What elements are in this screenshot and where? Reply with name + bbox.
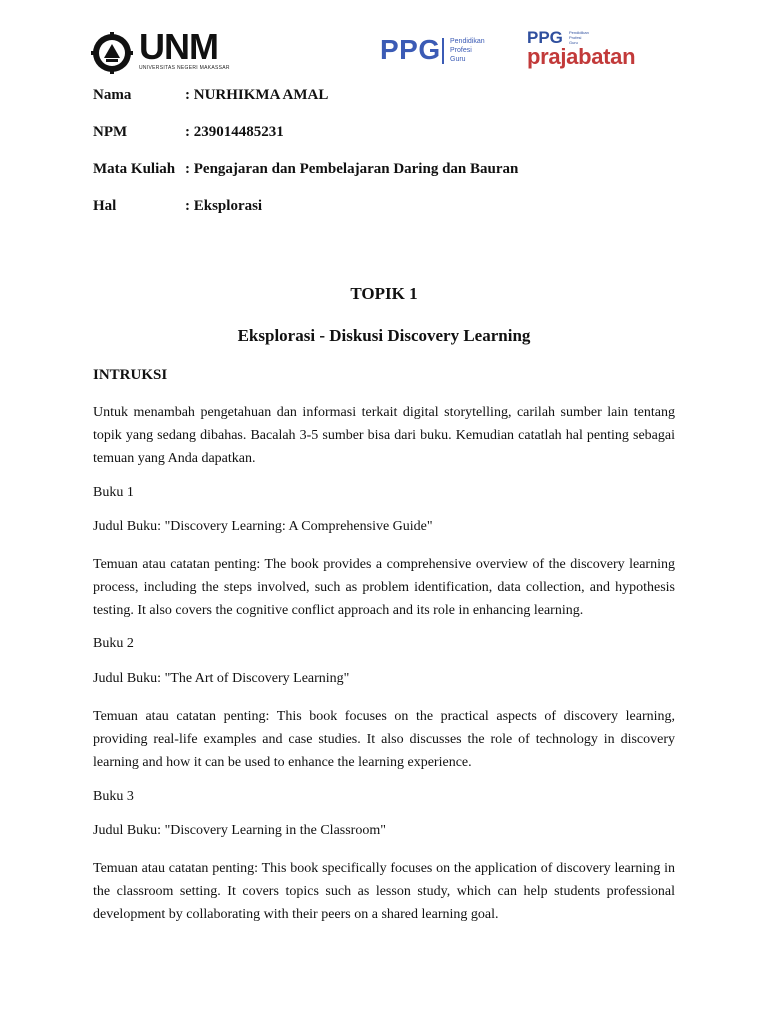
ppg-logo [380,34,500,70]
instruction-heading: INTRUKSI [93,367,168,383]
book-notes: Temuan atau catatan penting: This book focuses on the practical aspects of discovery learning, providing real-life examples and case studies. It also discusses the role of technology in discovery learning and how it can be used to enhance the learning experience. [93,709,675,770]
book-label: Buku 3 [93,789,134,804]
ppg-prajabatan-tiny: Pendidikan Profesi Guru [569,30,589,45]
identity-value: : Eksplorasi [185,198,263,214]
ppg-logo-divider [442,38,444,64]
instruction-paragraph: Untuk menambah pengetahuan dan informasi terkait digital storytelling, carilah sumber lain tentang topik yang sedang dibahas. Bacalah 3-5 sumber bisa dari buku. Kemudian catatlah hal penting sebagai temuan yang Anda dapatkan. [93,405,675,466]
book-title: Judul Buku: "Discovery Learning: A Comprehensive Guide" [93,519,433,534]
ppg-prajabatan-text: prajabatan [527,44,636,69]
identity-label: Nama [93,87,132,103]
ppg-prajabatan-top: PPG [527,28,563,47]
topic-heading: TOPIK 1 [350,284,418,303]
book-title: Judul Buku: "The Art of Discovery Learning" [93,671,350,686]
book-notes: Temuan atau catatan penting: The book provides a comprehensive overview of the discovery learning process, including the steps involved, such as problem identification, data collection, and hypothesis testing. It also covers the cognitive conflict approach and its role in enhancing learning. [93,557,675,618]
identity-label: Mata Kuliah [93,161,176,177]
ppg-prajabatan-logo [527,28,642,74]
ppg-logo-text: PPG [380,34,441,65]
book-title: Judul Buku: "Discovery Learning in the Classroom" [93,823,386,838]
unm-seal-icon [91,32,133,74]
identity-value: : 239014485231 [185,124,284,140]
identity-value: : Pengajaran dan Pembelajaran Daring dan Bauran [185,161,519,177]
unm-logo-text: UNM [139,26,218,67]
unm-logo [91,26,233,76]
book-label: Buku 2 [93,636,134,651]
book-label: Buku 1 [93,485,134,500]
identity-label: Hal [93,198,117,214]
ppg-logo-subtitle: Pendidikan Profesi Guru [450,38,485,63]
document-title: Eksplorasi - Diskusi Discovery Learning [237,326,531,345]
book-notes: Temuan atau catatan penting: This book specifically focuses on the application of discovery learning in the classroom setting. It covers topics such as lesson study, which can help students professional development by collaborating with their peers on a shared learning goal. [93,861,675,922]
identity-value: : NURHIKMA AMAL [185,87,329,103]
unm-logo-subtitle: UNIVERSITAS NEGERI MAKASSAR [139,65,230,71]
identity-label: NPM [93,124,128,140]
